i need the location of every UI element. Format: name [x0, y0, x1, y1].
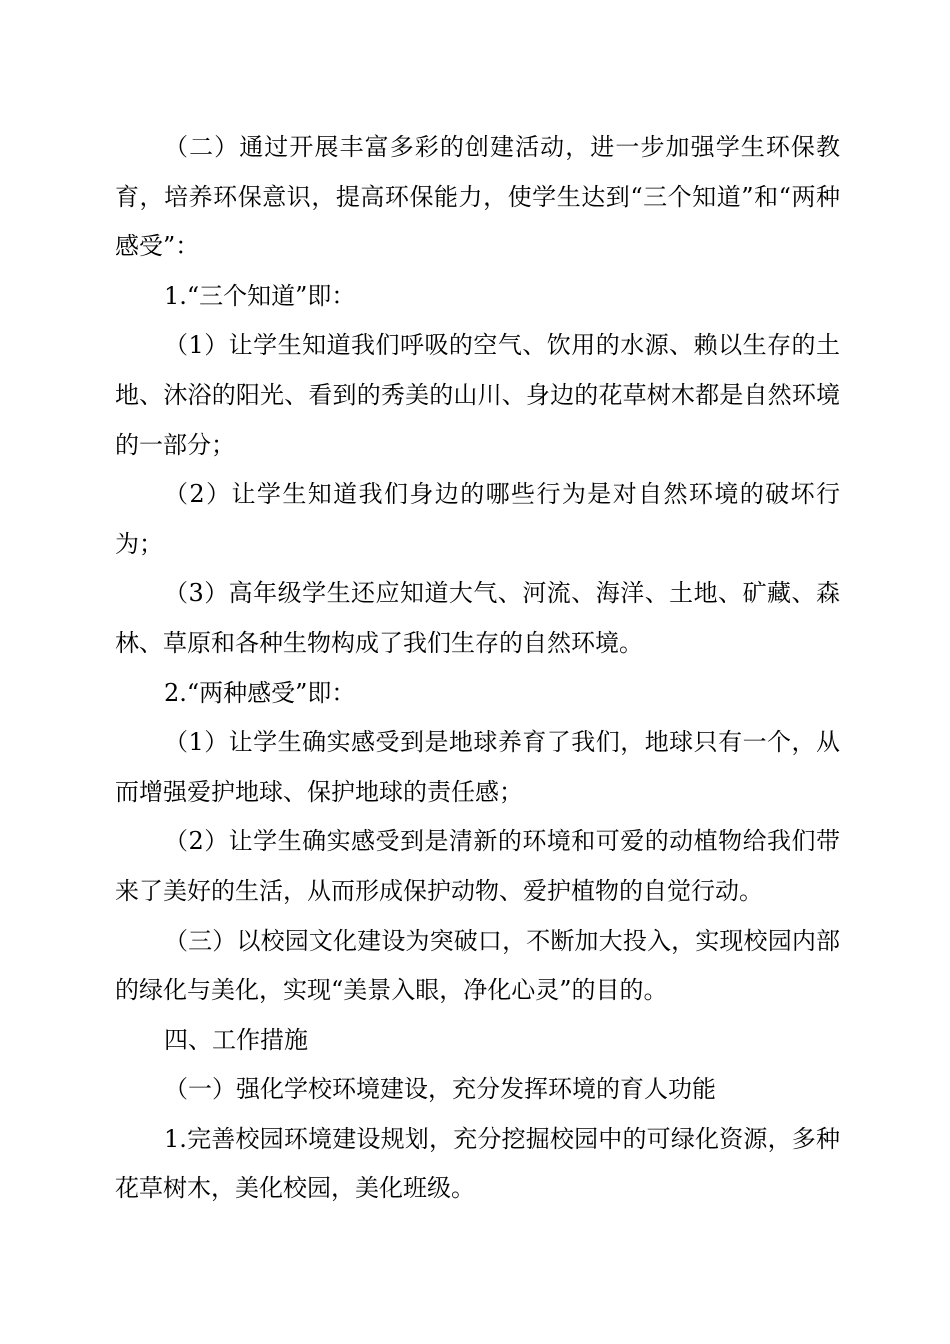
paragraph-two-feelings-title: 2.“两种感受”即：	[164, 678, 356, 707]
paragraph-feeling-1: （1）让学生确实感受到是地球养育了我们，地球只有一个，从而增强爱护地球、保护地球的责任感；	[115, 728, 840, 806]
document-body	[115, 123, 840, 1214]
paragraph-knowing-3: （3）高年级学生还应知道大气、河流、海洋、土地、矿藏、森林、草原和各种生物构成了我们生存的自然环境。	[115, 579, 840, 657]
paragraph-feeling-2: （2）让学生确实感受到是清新的环境和可爱的动植物给我们带来了美好的生活，从而形成保护动物、爱护植物的自觉行动。	[115, 827, 840, 905]
paragraph-goal-three: （三）以校园文化建设为突破口，不断加大投入，实现校园内部的绿化与美化，实现“美景入眼，净化心灵”的目的。	[115, 926, 840, 1005]
paragraph-measure-one-item-1: 1.完善校园环境建设规划，充分挖掘校园中的可绿化资源，多种花草树木，美化校园，美化班级。	[115, 1124, 840, 1203]
paragraph-knowing-1: （1）让学生知道我们呼吸的空气、饮用的水源、赖以生存的土地、沐浴的阳光、看到的秀美的山川、身边的花草树木都是自然环境的一部分；	[115, 331, 840, 459]
paragraph-three-knowings-title: 1.“三个知道”即：	[164, 281, 356, 310]
paragraph-measure-one-title: （一）强化学校环境建设，充分发挥环境的育人功能	[164, 1075, 716, 1104]
paragraph-knowing-2: （2）让学生知道我们身边的哪些行为是对自然环境的破坏行为；	[115, 480, 840, 558]
paragraph-goal-two: （二）通过开展丰富多彩的创建活动，进一步加强学生环保教育，培养环保意识，提高环保能力，使学生达到“三个知道”和“两种感受”：	[115, 133, 840, 261]
section-heading-work-measures: 四、工作措施	[164, 1025, 308, 1054]
